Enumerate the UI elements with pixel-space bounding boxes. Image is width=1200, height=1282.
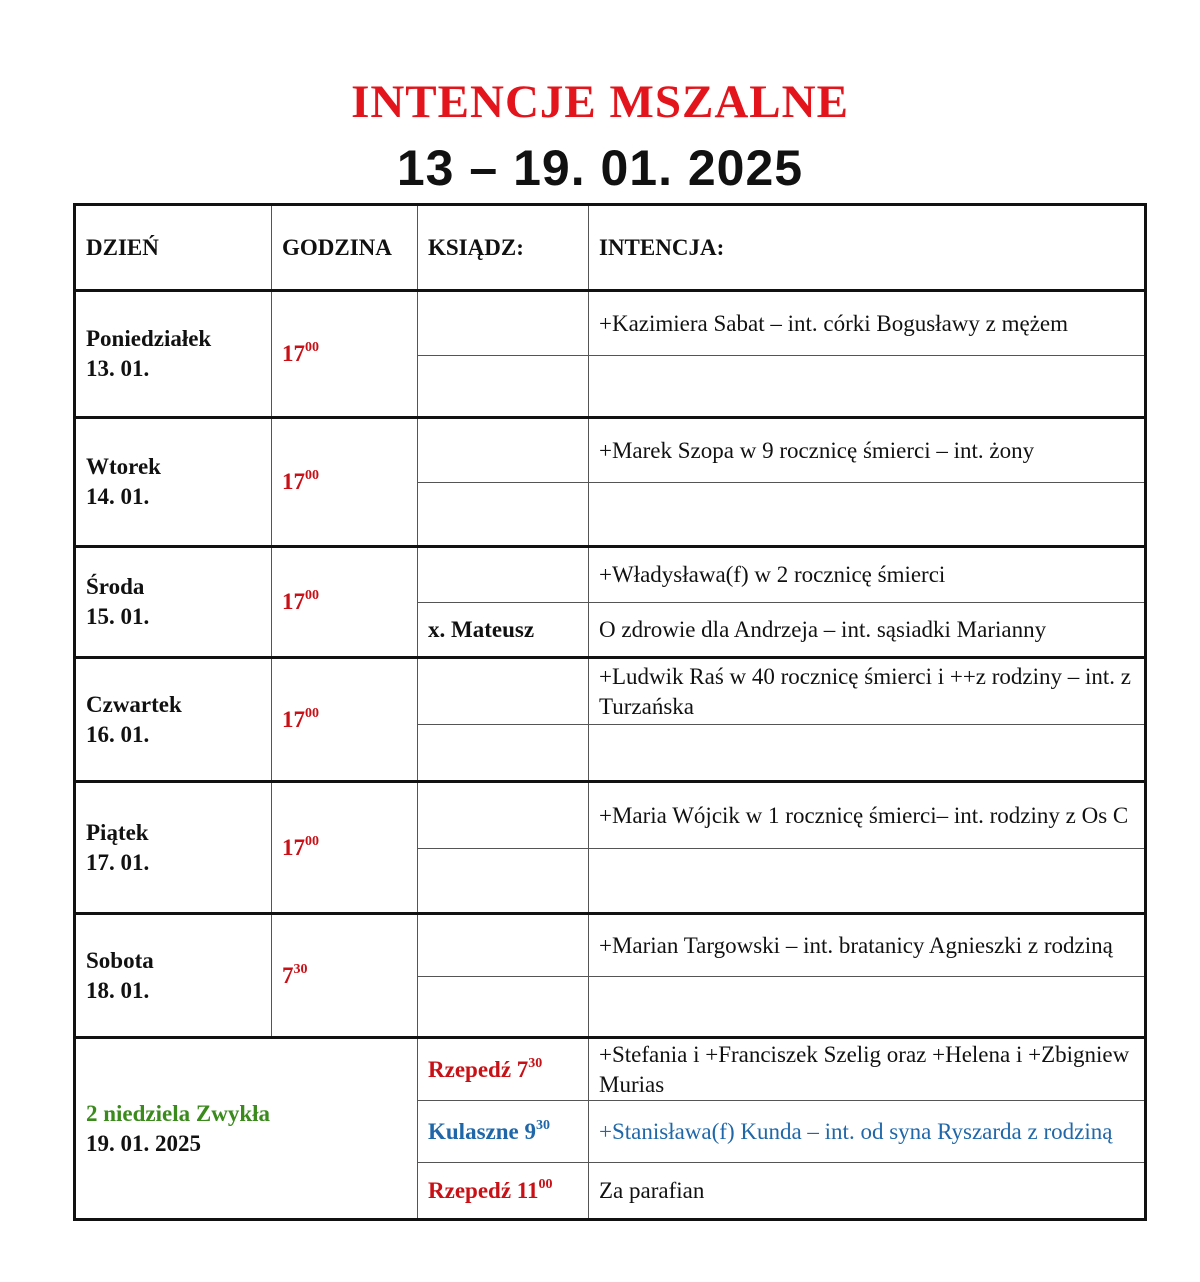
- intention-cell: +Stanisława(f) Kunda – int. od syna Ryszarda z rodziną: [589, 1101, 1146, 1163]
- hour-minutes: 00: [305, 468, 319, 483]
- table-header-row: [75, 205, 1146, 291]
- day-cell: [75, 914, 272, 1038]
- mass-minutes: 30: [535, 1117, 550, 1133]
- intention-cell: [589, 977, 1146, 1038]
- table-row: [75, 547, 1146, 603]
- mass-hour: 9: [524, 1118, 536, 1144]
- priest-cell: x. Mateusz: [418, 603, 589, 658]
- day-cell: [75, 547, 272, 658]
- priest-cell: [418, 977, 589, 1038]
- sunday-date: 19. 01. 2025: [86, 1130, 201, 1156]
- hour-minutes: 00: [305, 340, 319, 355]
- intention-cell: Za parafian: [589, 1163, 1146, 1220]
- intention-cell: [589, 849, 1146, 914]
- mass-hour: 7: [516, 1056, 529, 1082]
- hour-value: 17: [282, 706, 305, 732]
- day-cell: [75, 658, 272, 782]
- intention-cell: +Marek Szopa w 9 rocznicę śmierci – int. żony: [589, 418, 1146, 483]
- intention-cell: +Kazimiera Sabat – int. córki Bogusławy z mężem: [589, 291, 1146, 356]
- day-date: 13. 01.: [86, 356, 150, 381]
- intention-cell: +Władysława(f) w 2 rocznicę śmierci: [589, 547, 1146, 603]
- hour-value: 17: [282, 834, 305, 860]
- priest-cell: [418, 914, 589, 977]
- table-row: [75, 1038, 1146, 1101]
- intention-cell: [589, 483, 1146, 547]
- sunday-name: 2 niedziela Zwykła: [86, 1100, 271, 1126]
- hour-value: 7: [282, 962, 294, 988]
- hour-minutes: 30: [293, 961, 308, 977]
- day-date: 16. 01.: [86, 721, 150, 747]
- day-name: Piątek: [86, 819, 149, 845]
- intention-cell: [589, 356, 1146, 418]
- table-row: [75, 658, 1146, 725]
- mass-minutes: 00: [538, 1176, 553, 1192]
- day-date: 15. 01.: [86, 604, 150, 629]
- mass-place-cell: [418, 1101, 589, 1163]
- hour-cell: [272, 418, 418, 547]
- mass-hour: 11: [516, 1177, 539, 1203]
- intention-cell: +Marian Targowski – int. bratanicy Agnieszki z rodziną: [589, 914, 1146, 977]
- priest-cell: [418, 725, 589, 782]
- column-header-priest: KSIĄDZ:: [418, 205, 589, 291]
- sunday-day-cell: [75, 1038, 418, 1220]
- priest-cell: [418, 483, 589, 547]
- mass-place-cell: [418, 1163, 589, 1220]
- day-date: 18. 01.: [86, 977, 150, 1003]
- hour-minutes: 00: [305, 588, 319, 603]
- hour-cell: [272, 547, 418, 658]
- hour-value: 17: [282, 469, 305, 494]
- column-header-intention: INTENCJA:: [589, 205, 1146, 291]
- priest-cell: [418, 291, 589, 356]
- intention-cell: +Stefania i +Franciszek Szelig oraz +Helena i +Zbigniew Murias: [589, 1038, 1146, 1101]
- priest-cell: [418, 418, 589, 483]
- mass-intentions-table: [73, 203, 1147, 1221]
- priest-cell: [418, 547, 589, 603]
- mass-place-cell: [418, 1038, 589, 1101]
- intention-cell: +Maria Wójcik w 1 rocznicę śmierci– int. rodziny z Os C: [589, 782, 1146, 849]
- hour-minutes: 00: [305, 705, 319, 721]
- mass-place: Rzepedź: [428, 1056, 512, 1082]
- day-name: Czwartek: [86, 691, 182, 717]
- priest-cell: [418, 356, 589, 418]
- day-name: Wtorek: [86, 454, 161, 479]
- hour-value: 17: [282, 341, 305, 366]
- hour-value: 17: [282, 589, 305, 614]
- day-name: Poniedziałek: [86, 326, 212, 351]
- hour-cell: [272, 914, 418, 1038]
- date-range: 13 – 19. 01. 2025: [396, 140, 804, 196]
- priest-cell: [418, 658, 589, 725]
- table-row: [75, 782, 1146, 849]
- intention-cell: +Ludwik Raś w 40 rocznicę śmierci i ++z rodziny – int. z Turzańska: [589, 658, 1146, 725]
- table-row: [75, 291, 1146, 356]
- page-title: INTENCJE MSZALNE: [351, 76, 849, 128]
- intention-cell: [589, 725, 1146, 782]
- table-row: [75, 914, 1146, 977]
- day-date: 14. 01.: [86, 484, 150, 509]
- priest-cell: [418, 782, 589, 849]
- table-row: [75, 418, 1146, 483]
- day-cell: [75, 782, 272, 914]
- day-name: Środa: [86, 574, 145, 599]
- hour-cell: [272, 782, 418, 914]
- mass-place: Rzepedź: [428, 1177, 512, 1203]
- mass-place: Kulaszne: [428, 1118, 519, 1144]
- intention-cell: O zdrowie dla Andrzeja – int. sąsiadki Marianny: [589, 603, 1146, 658]
- day-cell: [75, 291, 272, 418]
- day-date: 17. 01.: [86, 849, 150, 875]
- day-name: Sobota: [86, 947, 154, 973]
- mass-minutes: 30: [528, 1055, 543, 1071]
- hour-minutes: 00: [305, 833, 319, 849]
- column-header-hour: GODZINA: [272, 205, 418, 291]
- hour-cell: [272, 658, 418, 782]
- priest-cell: [418, 849, 589, 914]
- day-cell: [75, 418, 272, 547]
- column-header-day: DZIEŃ: [75, 205, 272, 291]
- hour-cell: [272, 291, 418, 418]
